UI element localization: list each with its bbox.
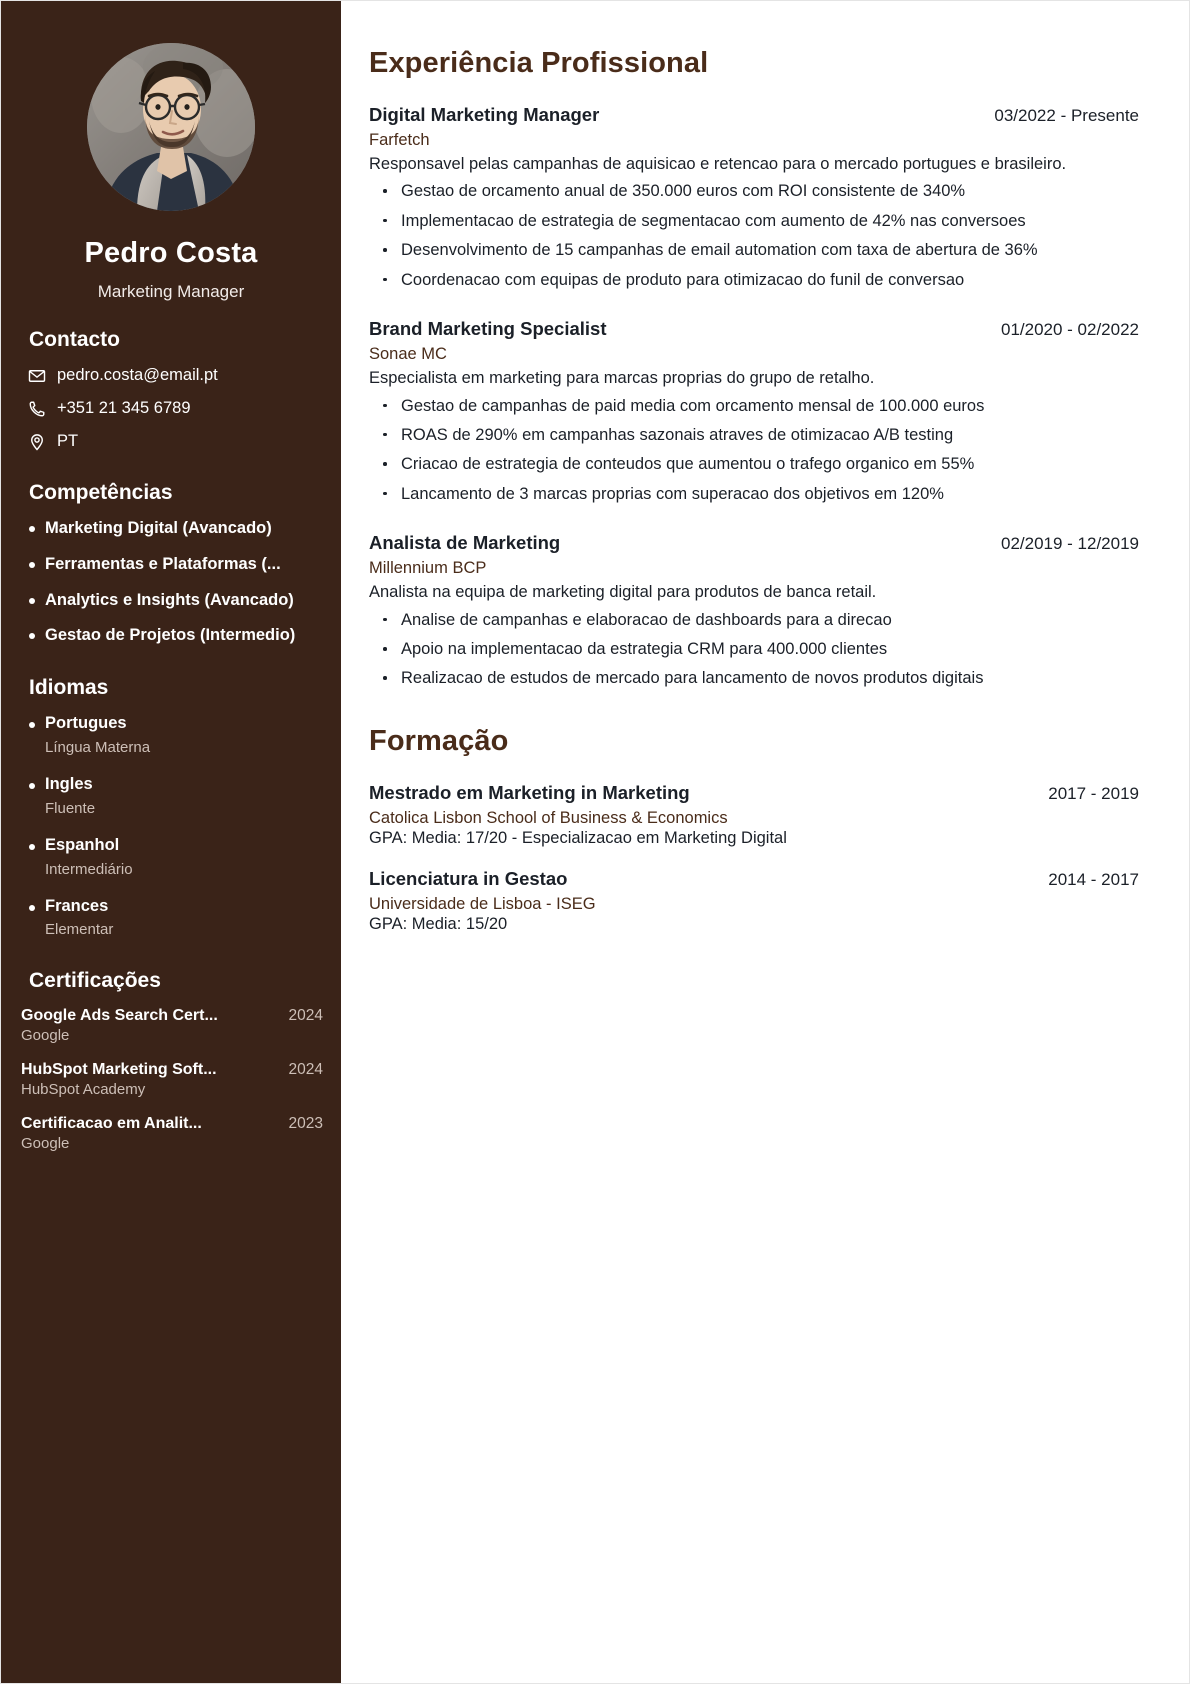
certification-name: Certificacao em Analit... — [21, 1115, 202, 1133]
certification-item — [19, 1007, 323, 1044]
avatar-container — [19, 1, 323, 211]
job-company: Millennium BCP — [369, 559, 487, 578]
job-bullets — [369, 395, 1139, 507]
education-degree: Licenciatura in Gestao — [369, 867, 568, 889]
job-date: 02/2019 - 12/2019 — [1000, 534, 1139, 554]
sidebar — [1, 1, 341, 1683]
language-name: Espanhol — [45, 835, 120, 854]
certification-header — [21, 1115, 323, 1133]
contact-location-value: PT — [57, 432, 79, 450]
language-level: Intermediário — [45, 860, 133, 878]
person-job-title: Marketing Manager — [97, 282, 245, 301]
experience-entry — [369, 104, 1139, 292]
job-bullet: Coordenacao com equipas de produto para otimizacao do funil de conversao — [369, 269, 1139, 292]
language-item — [19, 897, 323, 940]
skills-list — [19, 519, 323, 646]
education-school: Catolica Lisbon School of Business & Economics — [369, 808, 728, 827]
certification-header — [21, 1061, 323, 1079]
certifications-list — [19, 1007, 323, 1152]
job-description: Responsavel pelas campanhas de aquisicao e retencao para o mercado portugues e brasileiro. — [369, 155, 1067, 173]
language-name: Frances — [45, 896, 109, 915]
job-bullet: Gestao de campanhas de paid media com orcamento mensal de 100.000 euros — [369, 395, 1139, 418]
languages-heading: Idiomas — [29, 676, 109, 700]
skill-item: Ferramentas e Plataformas (... — [19, 555, 323, 575]
certification-item — [19, 1115, 323, 1152]
certification-issuer: Google — [21, 1135, 70, 1153]
job-bullet: Apoio na implementacao da estrategia CRM para 400.000 clientes — [369, 638, 1139, 661]
experience-section-title: Experiência Profissional — [369, 47, 709, 79]
skill-item: Analytics e Insights (Avancado) — [19, 591, 323, 611]
certification-name: Google Ads Search Cert... — [21, 1007, 218, 1025]
job-bullet: Lancamento de 3 marcas proprias com superacao dos objetivos em 120% — [369, 483, 1139, 506]
contact-email-value: pedro.costa@email.pt — [57, 366, 218, 384]
contact-email-row[interactable] — [19, 366, 323, 385]
person-name: Pedro Costa — [84, 237, 258, 269]
certification-name: HubSpot Marketing Soft... — [21, 1061, 217, 1079]
language-item — [19, 775, 323, 818]
job-description: Especialista em marketing para marcas proprias do grupo de retalho. — [369, 369, 875, 388]
skill-item: Marketing Digital (Avancado) — [19, 519, 323, 539]
certification-header — [21, 1007, 323, 1025]
job-company: Farfetch — [369, 131, 430, 149]
phone-icon — [27, 399, 46, 418]
experience-entry — [369, 318, 1139, 506]
education-date: 2017 - 2019 — [1048, 783, 1139, 803]
language-level: Fluente — [45, 799, 96, 817]
education-entry — [369, 782, 1139, 848]
job-bullet: Criacao de estrategia de conteudos que aumentou o trafego organico em 55% — [369, 453, 1139, 476]
language-item — [19, 836, 323, 879]
contact-phone-value: +351 21 345 6789 — [57, 399, 191, 417]
skill-item: Gestao de Projetos (Intermedio) — [19, 626, 323, 646]
skills-heading: Competências — [29, 481, 173, 504]
job-role: Brand Marketing Specialist — [369, 318, 607, 340]
contact-phone-row[interactable] — [19, 399, 323, 418]
certification-issuer: Google — [21, 1027, 70, 1045]
job-company: Sonae MC — [369, 345, 447, 364]
education-date: 2014 - 2017 — [1048, 869, 1139, 889]
language-name: Ingles — [45, 774, 93, 793]
education-entry-header — [369, 782, 1139, 804]
education-entry — [369, 868, 1139, 934]
certification-issuer: HubSpot Academy — [21, 1081, 146, 1099]
job-bullets — [369, 180, 1139, 292]
education-gpa: GPA: Media: 15/20 — [369, 914, 508, 933]
avatar — [87, 43, 255, 211]
certification-year: 2023 — [288, 1115, 323, 1133]
job-role: Digital Marketing Manager — [369, 104, 600, 125]
job-bullet: Implementacao de estrategia de segmentacao com aumento de 42% nas conversoes — [369, 210, 1139, 233]
language-item — [19, 714, 323, 757]
certification-year: 2024 — [288, 1007, 323, 1025]
job-bullet: Gestao de orcamento anual de 350.000 euros com ROI consistente de 340% — [369, 180, 1139, 203]
job-description: Analista na equipa de marketing digital para produtos de banca retail. — [369, 583, 877, 602]
certification-item — [19, 1061, 323, 1098]
education-gpa: GPA: Media: 17/20 - Especializacao em Marketing Digital — [369, 828, 787, 847]
job-bullet: Desenvolvimento de 15 campanhas de email automation com taxa de abertura de 36% — [369, 239, 1139, 262]
envelope-icon — [27, 366, 46, 385]
job-role: Analista de Marketing — [369, 532, 561, 554]
education-section-title: Formação — [369, 724, 509, 757]
job-bullet: Realizacao de estudos de mercado para lancamento de novos produtos digitais — [369, 667, 1139, 690]
education-school: Universidade de Lisboa - ISEG — [369, 894, 596, 913]
certifications-heading: Certificações — [29, 969, 161, 993]
language-level: Língua Materna — [45, 738, 151, 756]
job-bullets — [369, 609, 1139, 691]
contact-heading: Contacto — [29, 328, 120, 351]
experience-entry-header — [369, 104, 1139, 126]
education-entry-header — [369, 868, 1139, 890]
profile-photo-illustration — [87, 43, 255, 211]
education-degree: Mestrado em Marketing in Marketing — [369, 781, 690, 803]
certification-year: 2024 — [288, 1061, 323, 1079]
job-bullet: ROAS de 290% em campanhas sazonais atraves de otimizacao A/B testing — [369, 424, 1139, 447]
contact-location-row[interactable] — [19, 432, 323, 451]
experience-entry-header — [369, 318, 1139, 340]
experience-entry — [369, 532, 1139, 691]
job-date: 01/2020 - 02/2022 — [1000, 320, 1139, 340]
experience-entry-header — [369, 532, 1139, 554]
language-level: Elementar — [45, 921, 114, 939]
job-date: 03/2022 - Presente — [994, 106, 1139, 125]
language-name: Portugues — [45, 714, 127, 733]
languages-list — [19, 714, 323, 939]
job-bullet: Analise de campanhas e elaboracao de dashboards para a direcao — [369, 609, 1139, 632]
location-pin-icon — [27, 432, 46, 451]
main-content — [341, 1, 1189, 1683]
